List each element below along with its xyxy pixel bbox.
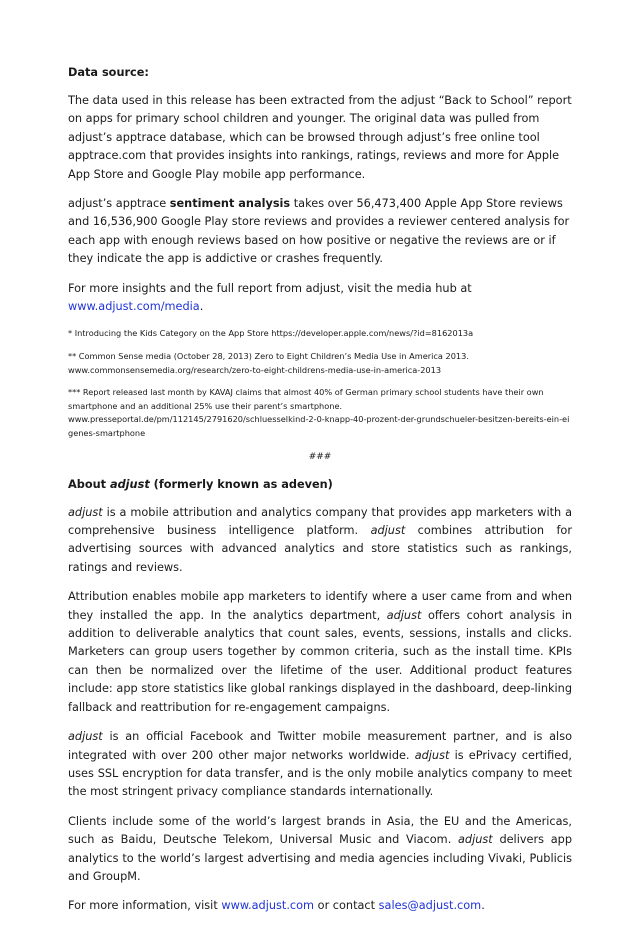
footnote-1: * Introducing the Kids Category on the App Store https://developer.apple.com/news/?id=8162013a [68,328,474,339]
about-heading: About adjust (formerly known as adeven) [68,477,333,491]
data-source-heading: Data source: [68,66,149,79]
section-separator: ### [308,451,332,462]
footnote-3: *** Report released last month by KAVAJ claims that almost 40% of German primary school students have their own smartphone and an additional 25% use their parent’s smartphone. www.presseportal.de/pm/112145/2791620/schluesselkind-2-0-knapp-40-prozent-der-grundschueler-besitzen-bereits-ein-eigenes-smartphone [68,387,570,439]
data-source-paragraph-2: adjust’s apptrace sentiment analysis takes over 56,473,400 Apple App Store reviews and 16,536,900 Google Play store reviews and provides a reviewer centered analysis for each app with enough reviews based on how positive or negative the reviews are or if they indicate the app is addictive or crashes frequently. [68,197,570,266]
media-hub-link[interactable]: www.adjust.com/media [68,300,200,314]
sales-email-link[interactable]: sales@adjust.com [378,899,482,913]
website-link[interactable]: www.adjust.com [221,899,315,913]
data-source-paragraph-1: The data used in this release has been extracted from the adjust “Back to School” report on apps for primary school children and younger. The original data was pulled from adjust’s apptrace database, which can be browsed through adjust’s free online tool apptrace.com that provides insights into rankings, ratings, reviews and more for Apple App Store and Google Play mobile app performance. [68,94,572,181]
about-paragraph-1: adjust is a mobile attribution and analytics company that provides app marketers with a comprehensive business intelligence platform. adjust combines attribution for advertising sources with advanced analytics and store statistics such as rankings, ratings and reviews. [68,505,572,574]
footnote-2: ** Common Sense media (October 28, 2013) Zero to Eight Children’s Media Use in America 2013. www.commonsensemedia.org/research/zero-to-eight-childrens-media-use-in-america-2013 [68,351,469,375]
about-paragraph-2: Attribution enables mobile app marketers to identify where a user came from and when they installed the app. In the analytics department, adjust offers cohort analysis in addition to deliverable analytics that count sales, events, sessions, installs and clicks. Marketers can group users together by common criteria, such as the install time. KPIs can then be normalized over the lifetime of the user. Additional product features include: app store statistics like global rankings displayed in the dashboard, deep-linking fallback and reattribution for re-engagement campaigns. [68,590,572,714]
about-paragraph-5: For more information, visit www.adjust.com or contact sales@adjust.com. [68,899,485,913]
about-paragraph-3: adjust is an official Facebook and Twitter mobile measurement partner, and is also integrated with over 200 other major networks worldwide. adjust is ePrivacy certified, uses SSL encryption for data transfer, and is the only mobile analytics company to meet the most stringent privacy compliance standards internationally. [68,730,572,799]
data-source-paragraph-3: For more insights and the full report from adjust, visit the media hub at www.adjust.com/media. [68,281,472,314]
sentiment-analysis-emphasis: sentiment analysis [169,197,291,211]
document-body [68,64,572,927]
about-paragraph-4: Clients include some of the world’s largest brands in Asia, the EU and the Americas, such as Baidu, Deutsche Telekom, Universal Music and Viacom. adjust delivers app analytics to the world’s largest advertising and media agencies including Vivaki, Publicis and GroupM. [68,814,572,883]
footnote-3-url: www.presseportal.de/pm/112145/2791620/schluesselkind-2-0-knapp-40-prozent-der-grundschueler-besitzen-bereits-ein-eigenes-smartphone [68,414,570,439]
footnote-2-url: www.commonsensemedia.org/research/zero-to-eight-childrens-media-use-in-america-2013 [68,364,442,375]
